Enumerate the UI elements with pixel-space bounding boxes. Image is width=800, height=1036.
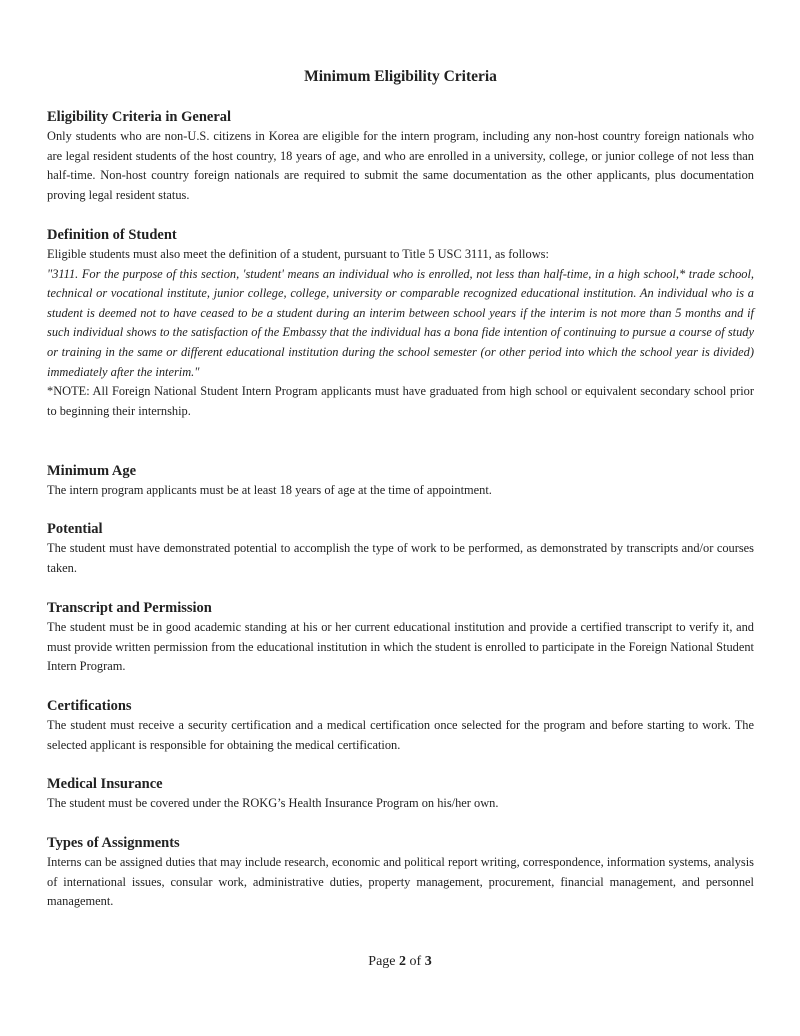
section-paragraph: The student must have demonstrated potential to accomplish the type of work to be performed, as demonstrated by transcripts and/or courses taken. xyxy=(47,541,754,575)
section-heading: Certifications xyxy=(47,698,132,714)
section-heading: Minimum Age xyxy=(47,463,137,479)
statute-quote: "3111. For the purpose of this section, 'student' means an individual who is enrolled, not less than half-time, in a high school,* trade school, technical or vocational institute, junior college, college, university or comparable recognized educational institution. An individual who is a student is deemed not to have ceased to be a student during an interim between school years if the interim is not more than 5 months and if such individual shows to the satisfaction of the Embassy that the individual has a bona fide intention of continuing to pursue a course of study or training in the same or different educational institution during the school semester (or other period into which the school year is divided) immediately after the interim." xyxy=(47,266,754,379)
section-heading: Types of Assignments xyxy=(47,835,180,851)
section-paragraph: Interns can be assigned duties that may include research, economic and political report writing, correspondence, information systems, analysis of international issues, consular work, administrative duties, property management, procurement, financial management, and personnel management. xyxy=(47,855,754,909)
total-page-number: 3 xyxy=(424,954,432,969)
section-paragraph: The student must be covered under the ROKG’s Health Insurance Program on his/her own. xyxy=(47,796,499,810)
page-word: Page xyxy=(368,954,396,969)
section-types-of-assignments xyxy=(47,834,754,912)
section-paragraph: The intern program applicants must be at least 18 years of age at the time of appointment. xyxy=(47,483,492,497)
section-intro: Eligible students must also meet the definition of a student, pursuant to Title 5 USC 3111, as follows: xyxy=(47,247,549,261)
section-paragraph: The student must be in good academic standing at his or her current educational institution and provide a certified transcript to verify it, and must provide written permission from the educational institution in which the student is enrolled to participate in the Foreign National Student Intern Program. xyxy=(47,620,754,674)
current-page-number: 2 xyxy=(399,954,407,969)
section-note: *NOTE: All Foreign National Student Intern Program applicants must have graduated from high school or equivalent secondary school prior to beginning their internship. xyxy=(47,384,754,418)
section-certifications xyxy=(47,697,754,755)
section-medical-insurance xyxy=(47,775,754,814)
section-heading: Potential xyxy=(47,521,103,537)
page-number-footer xyxy=(0,954,800,970)
document-title: Minimum Eligibility Criteria xyxy=(304,68,497,85)
section-heading: Eligibility Criteria in General xyxy=(47,109,232,125)
section-heading: Definition of Student xyxy=(47,227,177,243)
section-heading: Transcript and Permission xyxy=(47,600,212,616)
section-minimum-age xyxy=(47,462,754,501)
section-eligibility-general xyxy=(47,108,754,205)
section-potential xyxy=(47,520,754,578)
section-paragraph: Only students who are non-U.S. citizens in Korea are eligible for the intern program, including any non-host country foreign nationals who are legal resident students of the host country, 18 years of age, and who are enrolled in a university, college, or junior college of not less than half-time. Non-host country foreign nationals are required to submit the same documentation as the other applicants, plus documentation proving legal resident status. xyxy=(47,129,754,202)
section-paragraph: The student must receive a security certification and a medical certification once selected for the program and before starting to work. The selected applicant is responsible for obtaining the medical certification. xyxy=(47,718,754,752)
of-word: of xyxy=(409,954,422,969)
section-transcript-and-permission xyxy=(47,599,754,677)
section-heading: Medical Insurance xyxy=(47,776,163,792)
section-definition-of-student xyxy=(47,226,754,421)
